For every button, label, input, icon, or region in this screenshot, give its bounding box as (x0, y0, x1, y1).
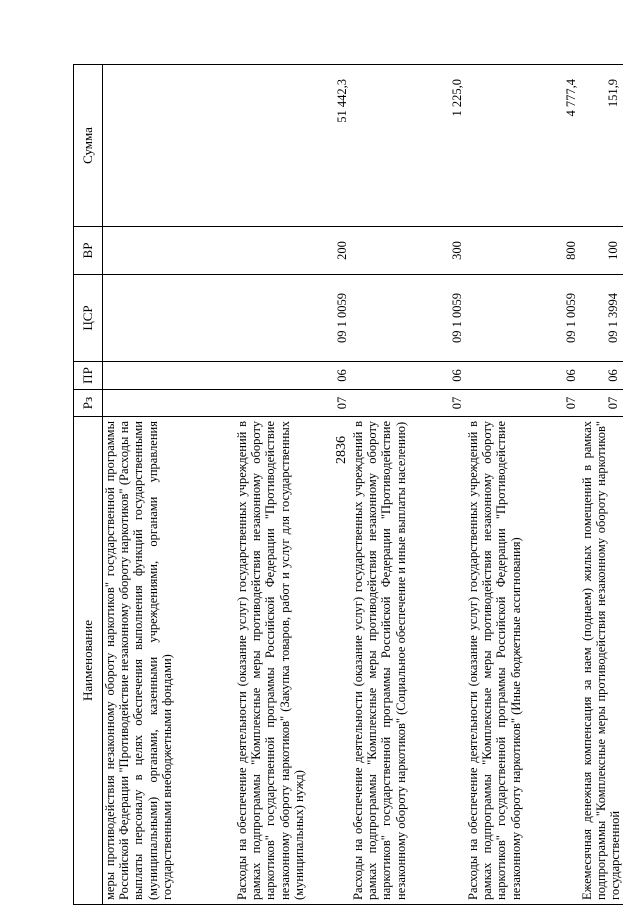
row-vr: 300 (351, 227, 466, 275)
row-name: Расходы на обеспечение деятельности (оказание услуг) государственных учреждений в рамках подпрограммы "Комплексные меры противодействия незаконному обороту наркотиков" государственной программы Российской Федерации "Противодействие незаконному обороту наркотиков" (Закупка товаров, работ и услуг для государственных (муниципальных) нужд) (235, 417, 351, 905)
rotated-table-wrapper (73, 65, 623, 905)
row-pr: 06 (235, 362, 351, 390)
table-row (351, 65, 466, 905)
row-sum: 151,9 (580, 65, 623, 227)
header-vr: ВР (74, 227, 103, 275)
row-rz (103, 390, 236, 417)
header-name: Наименование (74, 417, 103, 905)
table-row (466, 65, 580, 905)
row-vr (103, 227, 236, 275)
row-csr: 09 1 0059 (351, 275, 466, 362)
row-rz: 07 (580, 390, 623, 417)
table-row (235, 65, 351, 905)
row-vr: 800 (466, 227, 580, 275)
row-pr (103, 362, 236, 390)
row-pr: 06 (466, 362, 580, 390)
row-csr: 09 1 3994 (580, 275, 623, 362)
table-row (580, 65, 623, 905)
row-name: меры противодействия незаконному обороту наркотиков" государственной программы Российской Федерации "Противодействие незаконному обороту наркотиков" (Расходы на выплаты персоналу в целях обеспечения выполнения функций государственными (муниципальными) органами, казенными учреждениями, органами управления государственными внебюджетными фондами) (103, 417, 236, 905)
row-csr: 09 1 0059 (466, 275, 580, 362)
header-pr: ПР (74, 362, 103, 390)
row-rz: 07 (466, 390, 580, 417)
row-csr: 09 1 0059 (235, 275, 351, 362)
row-name: Расходы на обеспечение деятельности (оказание услуг) государственных учреждений в рамках подпрограммы "Комплексные меры противодействия незаконному обороту наркотиков" государственной программы Российской Федерации "Противодействие незаконному обороту наркотиков" (Социальное обеспечение и иные выплаты населению) (351, 417, 466, 905)
row-sum: 1 225,0 (351, 65, 466, 227)
row-name: Ежемесячная денежная компенсация за наем (поднаем) жилых помещений в рамках подпрограммы "Комплексные меры противодействия незаконному обороту наркотиков" государственной (580, 417, 623, 905)
row-vr: 100 (580, 227, 623, 275)
header-sum: Сумма (74, 65, 103, 227)
row-rz: 07 (351, 390, 466, 417)
row-sum: 4 777,4 (466, 65, 580, 227)
row-pr: 06 (351, 362, 466, 390)
row-rz: 07 (235, 390, 351, 417)
row-pr: 06 (580, 362, 623, 390)
budget-table (73, 64, 623, 905)
row-sum (103, 65, 236, 227)
header-rz: Рз (74, 390, 103, 417)
table-row (103, 65, 236, 905)
header-row (74, 65, 103, 905)
row-sum: 51 442,3 (235, 65, 351, 227)
row-name: Расходы на обеспечение деятельности (оказание услуг) государственных учреждений в рамках подпрограммы "Комплексные меры противодействия незаконному обороту наркотиков" государственной программы Российской Федерации "Противодействие незаконному обороту наркотиков" (Иные бюджетные ассигнования) (466, 417, 580, 905)
header-csr: ЦСР (74, 275, 103, 362)
page-number: 2836 (334, 436, 349, 464)
row-vr: 200 (235, 227, 351, 275)
row-csr (103, 275, 236, 362)
